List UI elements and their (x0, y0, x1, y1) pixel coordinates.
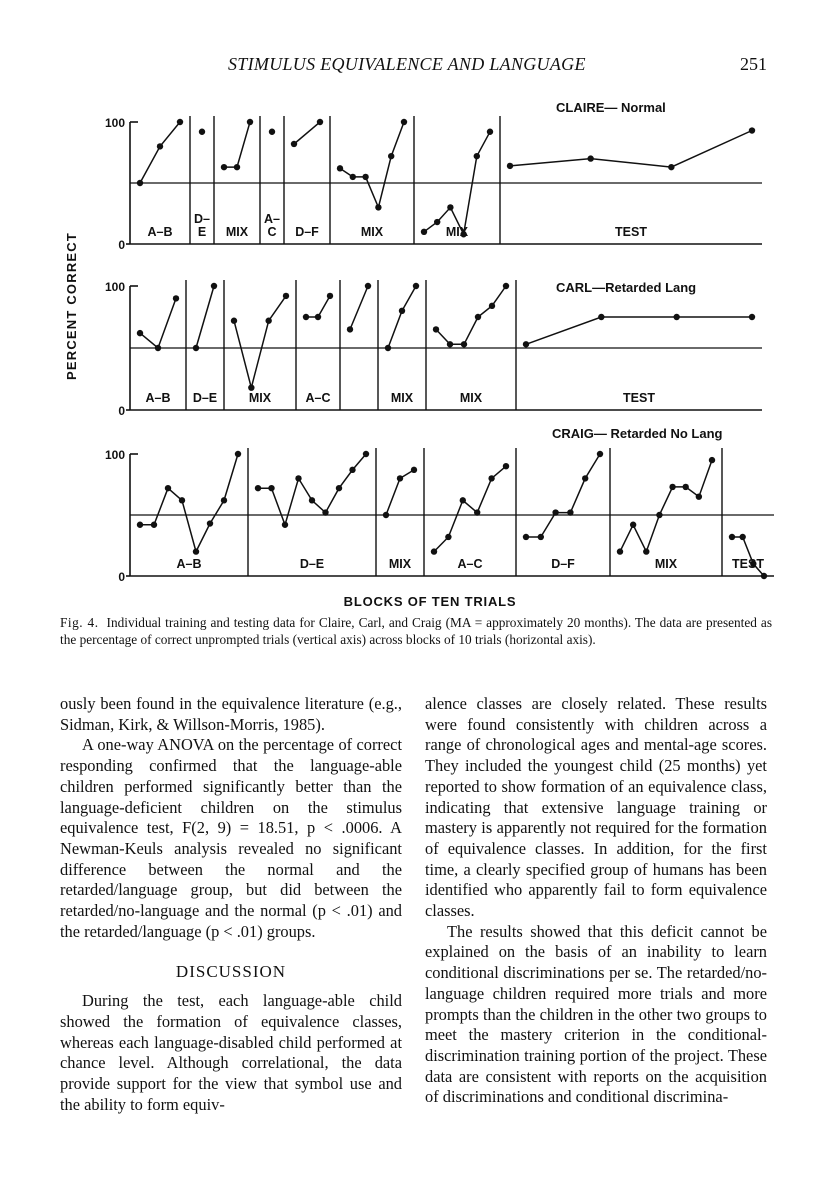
y-axis-label: PERCENT CORRECT (64, 231, 79, 381)
data-point (461, 341, 467, 347)
data-point (231, 318, 237, 324)
data-point (489, 303, 495, 309)
series-line (620, 460, 712, 551)
data-point (211, 283, 217, 289)
data-point (433, 326, 439, 332)
right-column (425, 694, 767, 1108)
data-point (709, 457, 715, 463)
data-point (303, 314, 309, 320)
data-point (173, 295, 179, 301)
data-point (507, 163, 513, 169)
data-point (739, 534, 745, 540)
data-point (375, 204, 381, 210)
phase-label: MIX (360, 225, 384, 239)
data-point (598, 314, 604, 320)
phase-label: D–F (551, 557, 575, 571)
data-point (656, 512, 662, 518)
page-number: 251 (740, 54, 767, 74)
data-point (413, 283, 419, 289)
data-point (431, 548, 437, 554)
phase-label: A–C (305, 391, 331, 405)
data-point (397, 475, 403, 481)
phase-label: TEST (623, 391, 655, 405)
phase-label: D–E (192, 391, 218, 405)
data-point (567, 509, 573, 515)
panel-claire (105, 100, 762, 252)
left-paragraph-3: During the test, each language-able child showed the formation of equivalence classes, whereas each language-disabled child performed at chance level. Although correlational, the data provide support for the view that symbol use and the ability to form equiv- (60, 991, 402, 1114)
series-line (196, 286, 214, 348)
right-paragraph-1: alence classes are closely related. These results were found consistently with children across a range of chronological ages and mental-age scores. They included the youngest child (25 months) yet reported to show formation of an equivalence class, indicating that extensive language training or mastery is apparently not required for the formation of equivalence classes. In addition, for the first time, a clearly specified group of humans has been identified who apparently fail to form equivalence classes. (425, 694, 767, 921)
data-point (669, 484, 675, 490)
phase-label: A–B (145, 391, 171, 405)
phase-label: D–E (299, 557, 325, 571)
y-tick-label-0: 0 (118, 404, 125, 418)
panel-title: CRAIG— Retarded No Lang (552, 426, 723, 441)
series-line (526, 317, 752, 344)
left-paragraph-2: A one-way ANOVA on the percentage of correct responding confirmed that the language-able children performed significantly better than the language-deficient children on the stimulus equivalence test, F(2, 9) = 18.51, p < .0006. A Newman-Keuls analysis revealed no significant difference between the normal and the retarded/language group, but did between the retarded/no-language and the normal (p < .01) and the retarded/language (p < .01) groups. (60, 735, 402, 941)
y-tick-label-0: 0 (118, 238, 125, 252)
running-head: STIMULUS EQUIVALENCE AND LANGUAGE (228, 54, 586, 74)
x-axis-label: BLOCKS OF TEN TRIALS (343, 594, 517, 609)
data-point (523, 534, 529, 540)
left-paragraph-1: ously been found in the equivalence literature (e.g., Sidman, Kirk, & Willson-Morris, 1985). (60, 694, 402, 734)
data-point (248, 384, 254, 390)
data-point (282, 522, 288, 528)
data-point (434, 219, 440, 225)
data-point (315, 314, 321, 320)
data-point (749, 314, 755, 320)
data-point (460, 497, 466, 503)
data-point (488, 475, 494, 481)
data-point (597, 451, 603, 457)
phase-label: A–B (147, 225, 173, 239)
data-point (421, 229, 427, 235)
data-point (475, 314, 481, 320)
phase-label: MIX (225, 225, 249, 239)
data-point (137, 522, 143, 528)
data-point (362, 174, 368, 180)
data-point (474, 509, 480, 515)
data-point (269, 129, 275, 135)
phase-label: MIX (654, 557, 678, 571)
data-point (749, 127, 755, 133)
data-point (401, 119, 407, 125)
data-point (155, 345, 161, 351)
data-point (177, 119, 183, 125)
data-point (317, 119, 323, 125)
panel-title: CARL—Retarded Lang (556, 280, 697, 295)
phase-label: E (197, 225, 207, 239)
phase-label: A–B (176, 557, 202, 571)
panels-group (105, 100, 774, 584)
caption-text: Individual training and testing data for Claire, Carl, and Craig (MA = approximately 20 months). The data are presented as the percentage of correct unprompted trials (vertical axis) across blocks of 10 trials (horizontal axis). (60, 615, 772, 647)
data-point (474, 153, 480, 159)
data-point (411, 467, 417, 473)
phase-label: C (267, 225, 277, 239)
data-point (503, 463, 509, 469)
caption-label: Fig. 4. (60, 615, 99, 630)
phase-label: MIX (459, 391, 483, 405)
data-point (255, 485, 261, 491)
panel-title: CLAIRE— Normal (556, 100, 666, 115)
data-point (165, 485, 171, 491)
y-tick-label-0: 0 (118, 570, 125, 584)
data-point (523, 341, 529, 347)
data-point (503, 283, 509, 289)
data-point (383, 512, 389, 518)
left-column (60, 694, 402, 1115)
data-point (157, 143, 163, 149)
data-point (291, 141, 297, 147)
data-point (385, 345, 391, 351)
data-point (761, 573, 767, 579)
series-line (434, 466, 506, 551)
data-point (265, 318, 271, 324)
data-point (179, 497, 185, 503)
phase-label: TEST (615, 225, 647, 239)
data-point (365, 283, 371, 289)
data-point (268, 485, 274, 491)
data-point (137, 180, 143, 186)
data-point (199, 129, 205, 135)
phase-label: A– (264, 212, 280, 226)
data-point (538, 534, 544, 540)
data-point (336, 485, 342, 491)
y-tick-label-100: 100 (104, 448, 125, 462)
data-point (447, 204, 453, 210)
data-point (552, 509, 558, 515)
data-point (487, 129, 493, 135)
data-point (207, 520, 213, 526)
series-line (350, 286, 368, 329)
data-point (445, 534, 451, 540)
phase-label: MIX (388, 557, 412, 571)
data-point (630, 522, 636, 528)
data-point (349, 467, 355, 473)
figure-caption (60, 614, 772, 648)
series-line (510, 131, 752, 168)
data-point (347, 326, 353, 332)
figure-4-chart (0, 92, 816, 612)
data-point (234, 164, 240, 170)
phase-label: TEST (732, 557, 764, 571)
phase-label: A–C (457, 557, 483, 571)
series-line (436, 286, 506, 344)
phase-label: MIX (390, 391, 414, 405)
page-header (0, 54, 816, 78)
series-line (388, 286, 416, 348)
phase-label: MIX (248, 391, 272, 405)
series-line (140, 122, 180, 183)
series-line (224, 122, 250, 167)
data-point (350, 174, 356, 180)
data-point (683, 484, 689, 490)
data-point (388, 153, 394, 159)
series-line (140, 298, 176, 348)
panel-carl (105, 280, 762, 418)
series-line (340, 122, 404, 207)
data-point (729, 534, 735, 540)
right-paragraph-2: The results showed that this deficit cannot be explained on the basis of an inability to learn conditional discriminations per se. The retarded/no-language children required more trials and more prompts than the children in the other two groups to meet the mastery criterion in the conditional-discrimination training portion of the project. These data are consistent with reports on the acquisition of discriminations and conditional discrimina- (425, 921, 767, 1107)
data-point (587, 155, 593, 161)
y-tick-label-100: 100 (104, 280, 125, 294)
data-point (151, 522, 157, 528)
data-point (193, 345, 199, 351)
data-point (235, 451, 241, 457)
data-point (668, 164, 674, 170)
data-point (309, 497, 315, 503)
series-line (526, 454, 600, 537)
data-point (582, 475, 588, 481)
data-point (696, 494, 702, 500)
data-point (673, 314, 679, 320)
data-point (295, 475, 301, 481)
data-point (447, 341, 453, 347)
data-point (327, 293, 333, 299)
phase-label: D– (194, 212, 210, 226)
data-point (363, 451, 369, 457)
data-point (283, 293, 289, 299)
data-point (193, 548, 199, 554)
data-point (643, 548, 649, 554)
y-tick-label-100: 100 (104, 116, 125, 130)
data-point (247, 119, 253, 125)
data-point (399, 308, 405, 314)
data-point (322, 509, 328, 515)
phase-label: D–F (295, 225, 319, 239)
data-point (137, 330, 143, 336)
data-point (221, 164, 227, 170)
data-point (221, 497, 227, 503)
panel-craig (105, 426, 774, 584)
discussion-heading: DISCUSSION (175, 962, 287, 982)
series-line (294, 122, 320, 144)
phase-label: MIX (445, 225, 469, 239)
data-point (617, 548, 623, 554)
data-point (337, 165, 343, 171)
series-line (234, 296, 286, 388)
